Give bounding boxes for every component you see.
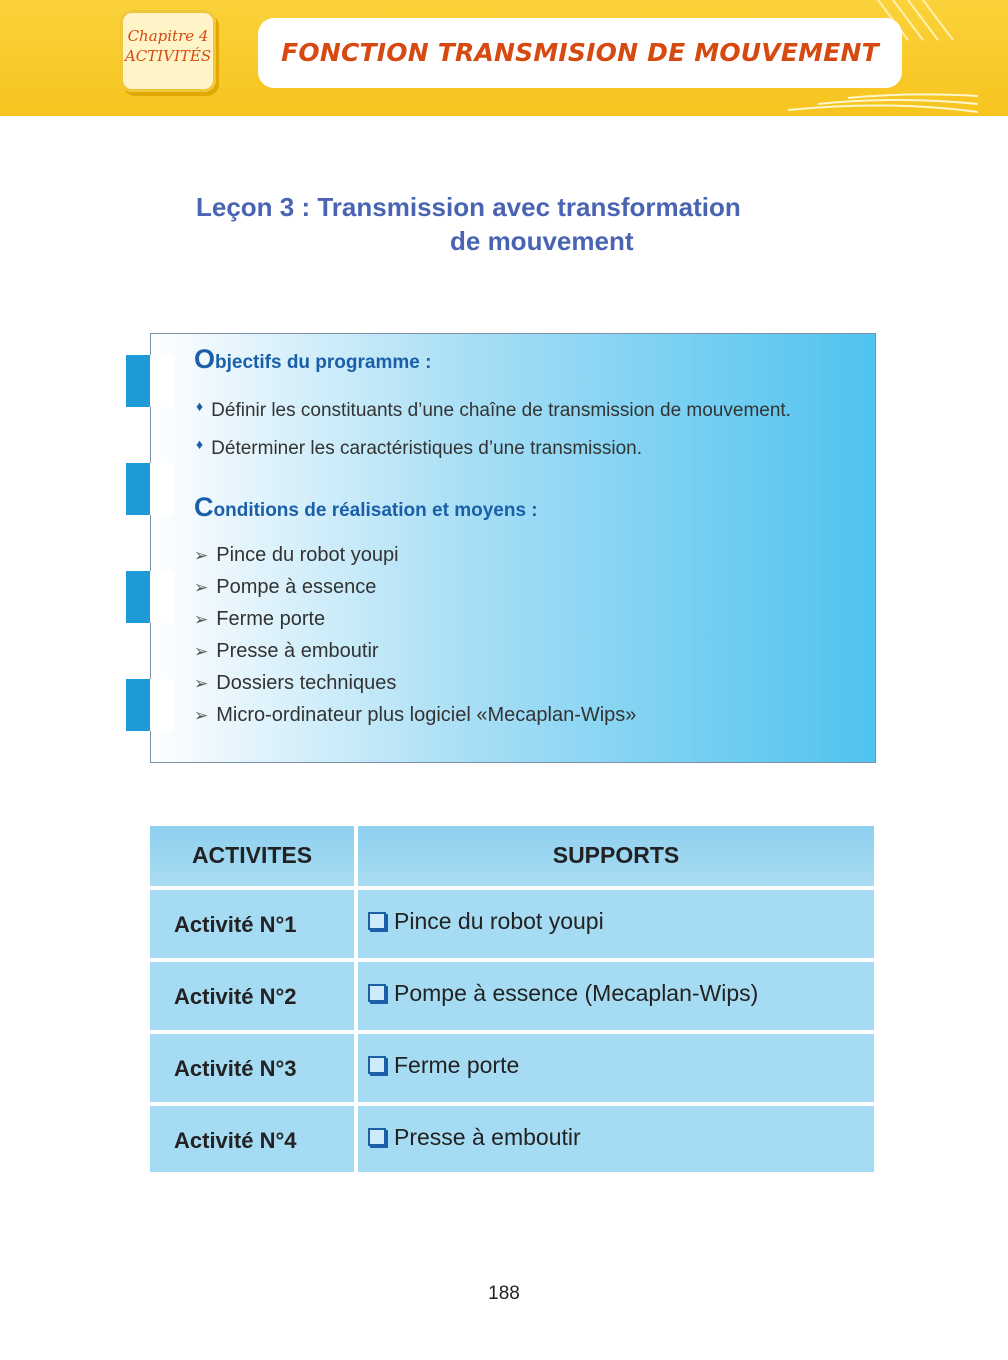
table-row-activity: Activité N°2 (150, 962, 354, 1030)
page-number: 188 (488, 1283, 520, 1304)
condition-item: ➢ Pompe à essence (194, 576, 377, 598)
lesson-title-line2: de mouvement (450, 226, 634, 256)
lesson-title-line1: Leçon 3 : Transmission avec transformation (196, 192, 741, 222)
arrowhead-bullet-icon: ➢ (194, 546, 209, 565)
arrowhead-bullet-icon: ➢ (194, 674, 209, 693)
condition-item: ➢ Presse à emboutir (194, 640, 379, 662)
chapter-section-label: ACTIVITÉS (124, 47, 212, 65)
condition-item: ➢ Ferme porte (194, 608, 326, 630)
objective-item: ♦ Définir les constituants d’une chaîne de transmission de mouvement. (196, 398, 791, 421)
diamond-bullet-icon: ♦ (196, 398, 204, 414)
arrowhead-bullet-icon: ➢ (194, 706, 209, 725)
arrowhead-bullet-icon: ➢ (194, 578, 209, 597)
lesson-title (196, 190, 836, 258)
table-row-activity: Activité N°1 (150, 890, 354, 958)
header-title-box (258, 18, 902, 88)
condition-item: ➢ Dossiers techniques (194, 672, 397, 694)
diamond-bullet-icon: ♦ (196, 436, 204, 452)
supports-header: SUPPORTS (552, 842, 680, 868)
checkbox-icon (368, 984, 386, 1002)
table-row-support: Pompe à essence (Mecaplan-Wips) (358, 962, 874, 1030)
arrowhead-bullet-icon: ➢ (194, 642, 209, 661)
binder-tab (126, 463, 174, 515)
objective-item: ♦ Déterminer les caractéristiques d’une transmission. (196, 436, 642, 459)
condition-item: ➢ Micro-ordinateur plus logiciel «Mecaplan-Wips» (194, 704, 637, 726)
checkbox-icon (368, 912, 386, 930)
activities-header: ACTIVITES (191, 842, 313, 868)
arrowhead-bullet-icon: ➢ (194, 610, 209, 629)
conditions-heading: Conditions de réalisation et moyens : (194, 492, 538, 522)
table-header-cell (150, 826, 354, 886)
chapter-label: Chapitre 4 (127, 27, 209, 45)
table-row-support: Presse à emboutir (358, 1106, 874, 1172)
checkbox-icon (368, 1056, 386, 1074)
chapter-badge (120, 10, 216, 92)
binder-tab (126, 679, 174, 731)
table-row-support: Pince du robot youpi (358, 890, 874, 958)
condition-item: ➢ Pince du robot youpi (194, 544, 399, 566)
chapter-title: FONCTION TRANSMISION DE MOUVEMENT (281, 38, 879, 67)
table-header-cell (358, 826, 874, 886)
checkbox-icon (368, 1128, 386, 1146)
binder-tab (126, 355, 174, 407)
chapter-header-band (0, 0, 1008, 116)
table-row-activity: Activité N°3 (150, 1034, 354, 1102)
table-row-activity: Activité N°4 (150, 1106, 354, 1172)
objectives-heading: Objectifs du programme : (194, 344, 432, 374)
binder-tab (126, 571, 174, 623)
table-row-support: Ferme porte (358, 1034, 874, 1102)
